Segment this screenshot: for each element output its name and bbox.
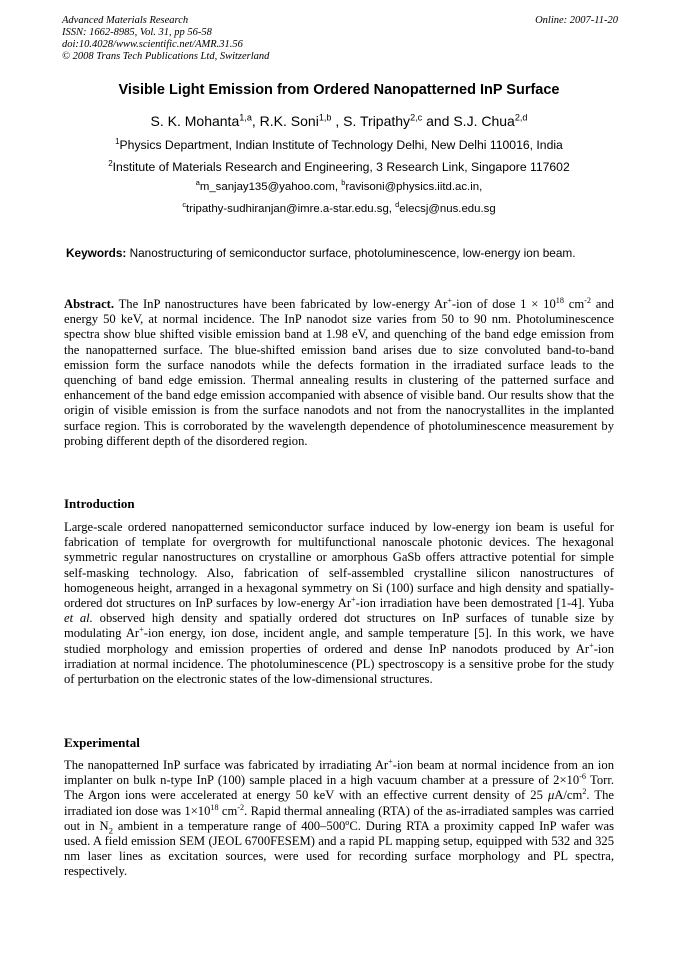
abstract-text: and energy 50 keV, at normal incidence. The InP nanodot size varies from 50 to 90 nm. Photoluminescence spectra show blue shifted visible emission band at 1.98 eV, and quenching of the band edge emission from the nanopatterned surface. The blue-shifted emission band arises due to size convoluted band-to-band emission form the surface nanodots while the defects formation in the irradiated surface leads to the quenching of band edge emission. Thermal annealing results in clustering of the patterned surface and enhancement of the band edge emission accompanied with absence of visible band. Our results show that the origin of visible emission is from the surface nanodots and not from the nanocrystallites in the implanted surface region. This is corroborated by the wavelength dependence of photoluminescence measurement by probing different depth of the disordered region. — [64, 297, 614, 448]
subscript: 2 — [108, 825, 114, 836]
exp-text: ambient in a temperature range of 400–500 — [113, 818, 346, 833]
superscript: 2 — [582, 787, 587, 797]
affiliation-superscript: 1 — [115, 136, 120, 146]
author-superscript: 2,c — [410, 112, 423, 123]
doi-line: doi:10.4028/www.scientific.net/AMR.31.56 — [62, 39, 243, 50]
author-name: , R.K. Soni — [251, 113, 319, 129]
superscript: + — [351, 594, 356, 604]
email-address: tripathy-sudhiranjan@imre.a-star.edu.sg, — [186, 203, 396, 215]
affiliation-text: Physics Department, Indian Institute of Technology Delhi, New Delhi 110016, India — [119, 138, 563, 152]
superscript: + — [388, 756, 393, 766]
mu-symbol: μ — [548, 788, 555, 803]
paper-title: Visible Light Emission from Ordered Nanopatterned InP Surface — [118, 82, 560, 98]
superscript: + — [589, 640, 594, 650]
keywords-label: Keywords: — [66, 246, 127, 260]
superscript: 18 — [210, 802, 219, 812]
abstract-text: cm — [563, 297, 585, 311]
superscript: -2 — [237, 802, 245, 812]
exp-text: -ion beam at normal incidence from an ion implanter on bulk n-type InP (100) sample placed in a high vacuum chamber at a pressure of 2×10 — [64, 758, 614, 788]
email-superscript: a — [195, 178, 200, 188]
email-address: m_sanjay135@yahoo.com, — [199, 181, 342, 193]
superscript: + — [447, 295, 452, 305]
intro-italic: et al. — [64, 611, 93, 626]
experimental-paragraph — [64, 758, 614, 880]
exp-text: A/cm — [554, 788, 583, 803]
intro-text: -ion irradiation at normal incidence. The photoluminescence (PL) spectroscopy is a sensitive probe for the study of perturbation on the electronic states of the low-dimensional structures. — [64, 641, 614, 687]
exp-text: . The irradiated ion dose was 1×10 — [64, 788, 614, 818]
author-list — [40, 113, 638, 129]
journal-name: Advanced Materials Research — [62, 15, 189, 26]
intro-text: observed high density and spatially ordered dot structures on InP surfaces of tunable size by modulating Ar — [64, 611, 614, 641]
superscript: o — [345, 817, 350, 827]
affiliation-text: Institute of Materials Research and Engineering, 3 Research Link, Singapore 117602 — [112, 160, 570, 174]
abstract-text: The InP nanostructures have been fabricated by low-energy Ar — [114, 297, 448, 311]
author-name: , S. Tripathy — [331, 113, 411, 129]
email-superscript: d — [395, 200, 400, 210]
affiliation-superscript: 2 — [108, 158, 113, 168]
author-superscript: 1,b — [318, 112, 332, 123]
abstract — [64, 297, 614, 449]
journal-header — [62, 15, 618, 63]
superscript: + — [139, 625, 144, 635]
abstract-label: Abstract. — [64, 297, 115, 311]
keywords — [66, 246, 626, 260]
email-line-1 — [40, 178, 638, 193]
author-superscript: 1,a — [239, 112, 252, 123]
intro-text: -ion energy, ion dose, incident angle, and sample temperature [5]. In this work, we have studied morphology and emission properties of ordered and dense InP nanodots produced by Ar — [64, 626, 614, 656]
copyright-line: © 2008 Trans Tech Publications Ltd, Switzerland — [62, 51, 270, 62]
introduction-heading: Introduction — [64, 496, 135, 511]
email-line-2 — [40, 200, 638, 215]
superscript: 18 — [555, 295, 564, 305]
introduction-paragraph — [64, 520, 614, 687]
issn-line: ISSN: 1662-8985, Vol. 31, pp 56-58 — [62, 27, 212, 38]
abstract-text: -ion of dose 1 × 10 — [451, 297, 556, 311]
superscript: -2 — [584, 295, 591, 305]
affiliation-1 — [40, 138, 638, 152]
keywords-text: Nanostructuring of semiconductor surface, photoluminescence, low-energy ion beam. — [126, 246, 576, 260]
intro-text: Large-scale ordered nanopatterned semiconductor surface induced by low-energy ion beam is useful for fabrication of template for overgrowth for multifunctional nanoscale photonic devices. The hexagonal symmetric regular nanostructures on crystalline or amorphous GaSb offers attractive potential for simple self-masking technology. Also, fabrication of self-assembled crystalline silicon nanostructures of homogeneous height, arranged in a hexagonal symmetry on Si (100) surface and high density and spatially-ordered dot structures on InP surfaces by low-energy Ar — [64, 520, 614, 611]
exp-text: C. During RTA a proximity capped InP wafer was used. A field emission SEM (JEOL 6700FESEM) and a rapid PL mapping setup, equipped with 532 and 325 nm laser lines as excitation sources, were used for recording surface morphology and PL spectra, respectively. — [64, 818, 615, 879]
author-name: and S.J. Chua — [422, 113, 515, 129]
email-address: ravisoni@physics.iitd.ac.in, — [345, 181, 483, 193]
email-superscript: b — [341, 178, 346, 188]
exp-text: cm — [218, 803, 238, 818]
exp-text: Torr. The Argon ions were accelerated at energy 50 keV with an effective current density of 25 — [64, 773, 614, 803]
email-address: elecsj@nus.edu.sg — [399, 203, 496, 215]
email-superscript: c — [182, 200, 187, 210]
superscript: -6 — [579, 772, 586, 782]
experimental-heading: Experimental — [64, 735, 140, 750]
online-date: Online: 2007-11-20 — [535, 15, 618, 26]
exp-text: The nanopatterned InP surface was fabricated by irradiating Ar — [64, 758, 389, 772]
author-superscript: 2,d — [514, 112, 528, 123]
exp-text: . Rapid thermal annealing (RTA) of the as-irradiated samples was carried out in N — [64, 803, 614, 833]
affiliation-2 — [40, 160, 638, 174]
author-name: S. K. Mohanta — [150, 113, 240, 129]
intro-text: -ion irradiation have been demostrated [1-4]. Yuba — [355, 596, 614, 611]
